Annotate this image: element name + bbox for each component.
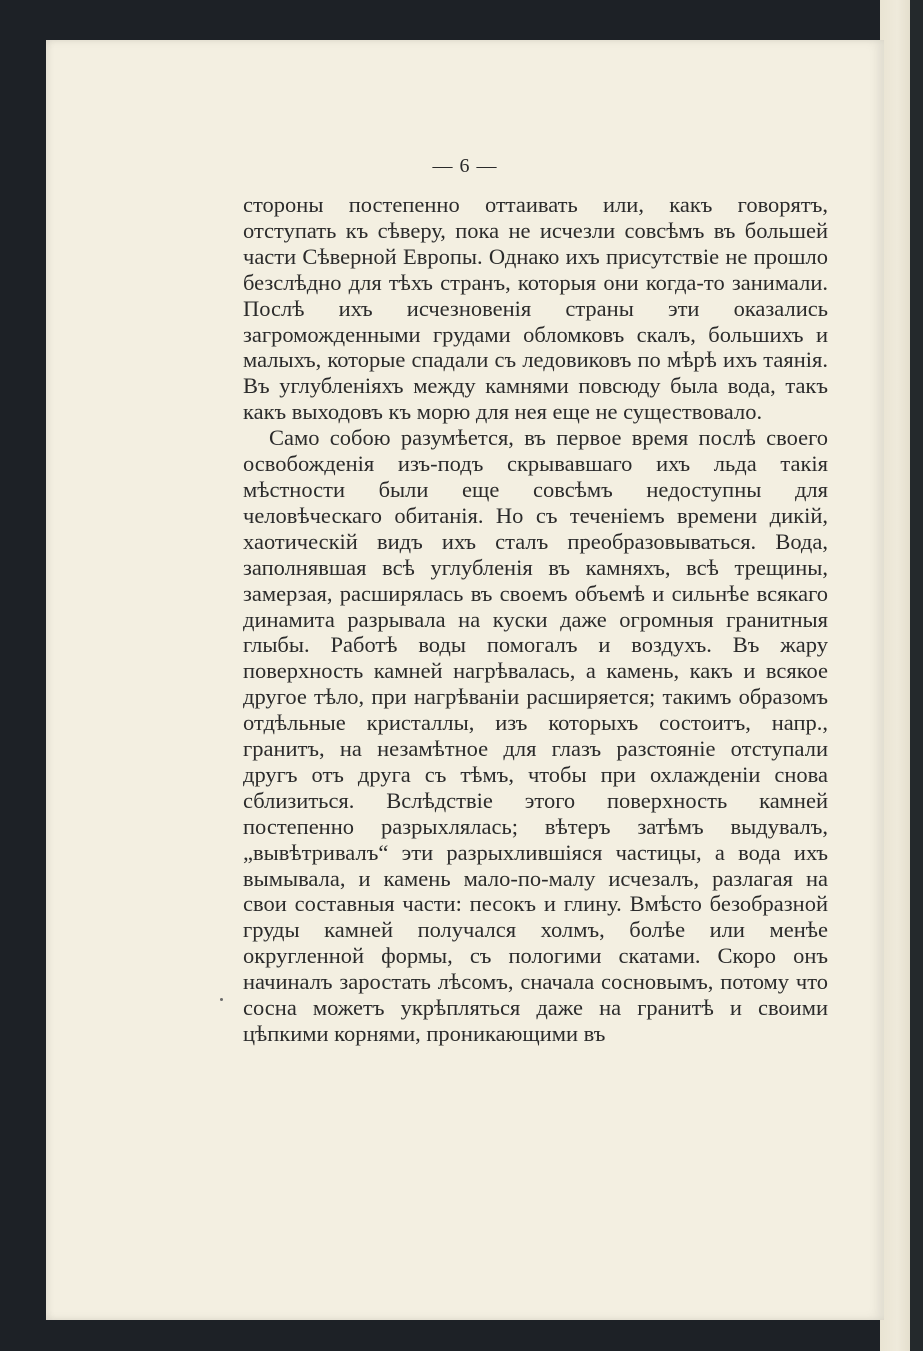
paragraph-2: Само собою разумѣется, въ первое время послѣ своего освобожденія изъ-подъ скрывавшаго ихъ льда такія мѣстности были еще совсѣмъ недоступны для человѣческаго обитанія. Но съ теченіемъ времени дикій, хаотическій видъ ихъ сталъ преобразовываться. Вода, заполнявшая всѣ углубленія въ камняхъ, всѣ трещины, замерзая, расширялась въ своемъ объемѣ и сильнѣе всякаго динамита разрывала на куски даже огромныя гранитныя глыбы. Работѣ воды помогалъ и воздухъ. Въ жару поверхность камней нагрѣвалась, а камень, какъ и всякое другое тѣло, при нагрѣваніи расширяется; такимъ образомъ отдѣльные кристаллы, изъ которыхъ состоитъ, напр., гранитъ, на незамѣтное для глазъ разстояніе отступали другъ отъ друга съ тѣмъ, чтобы при охлажденіи снова сблизиться. Вслѣдствіе этого поверхность камней постепенно разрыхлялась; вѣтеръ затѣмъ выдувалъ, „вывѣтривалъ“ эти разрыхлившіяся частицы, а вода ихъ вымывала, и камень мало-по-малу исчезалъ, разлагая на свои составныя части: песокъ и глину. Вмѣсто безобразной груды камней получался холмъ, болѣе или менѣе округленной формы, съ пологими скатами. Скоро онъ начиналъ заростать лѣсомъ, сначала сосновымъ, потому что сосна можетъ укрѣпляться даже на гранитѣ и своими цѣпкими корнями, проникающими въ — [243, 425, 828, 1046]
body-text — [243, 192, 828, 1047]
scanner-background-right — [910, 0, 923, 1351]
book-page — [46, 40, 884, 1320]
paragraph-1: стороны постепенно оттаивать или, какъ говорятъ, отступать къ сѣверу, пока не исчезли совсѣмъ въ большей части Сѣверной Европы. Однако ихъ присутствіе не прошло безслѣдно для тѣхъ странъ, которыя они когда-то занимали. Послѣ ихъ исчезновенія страны эти оказались загроможденными грудами обломковъ скалъ, большихъ и малыхъ, которые спадали съ ледовиковъ по мѣрѣ ихъ таянія. Въ углубленіяхъ между камнями повсюду была вода, такъ какъ выходовъ къ морю для нея еще не существовало. — [243, 192, 828, 425]
page-number: — 6 — — [432, 155, 498, 177]
paper-speck — [220, 998, 223, 1001]
